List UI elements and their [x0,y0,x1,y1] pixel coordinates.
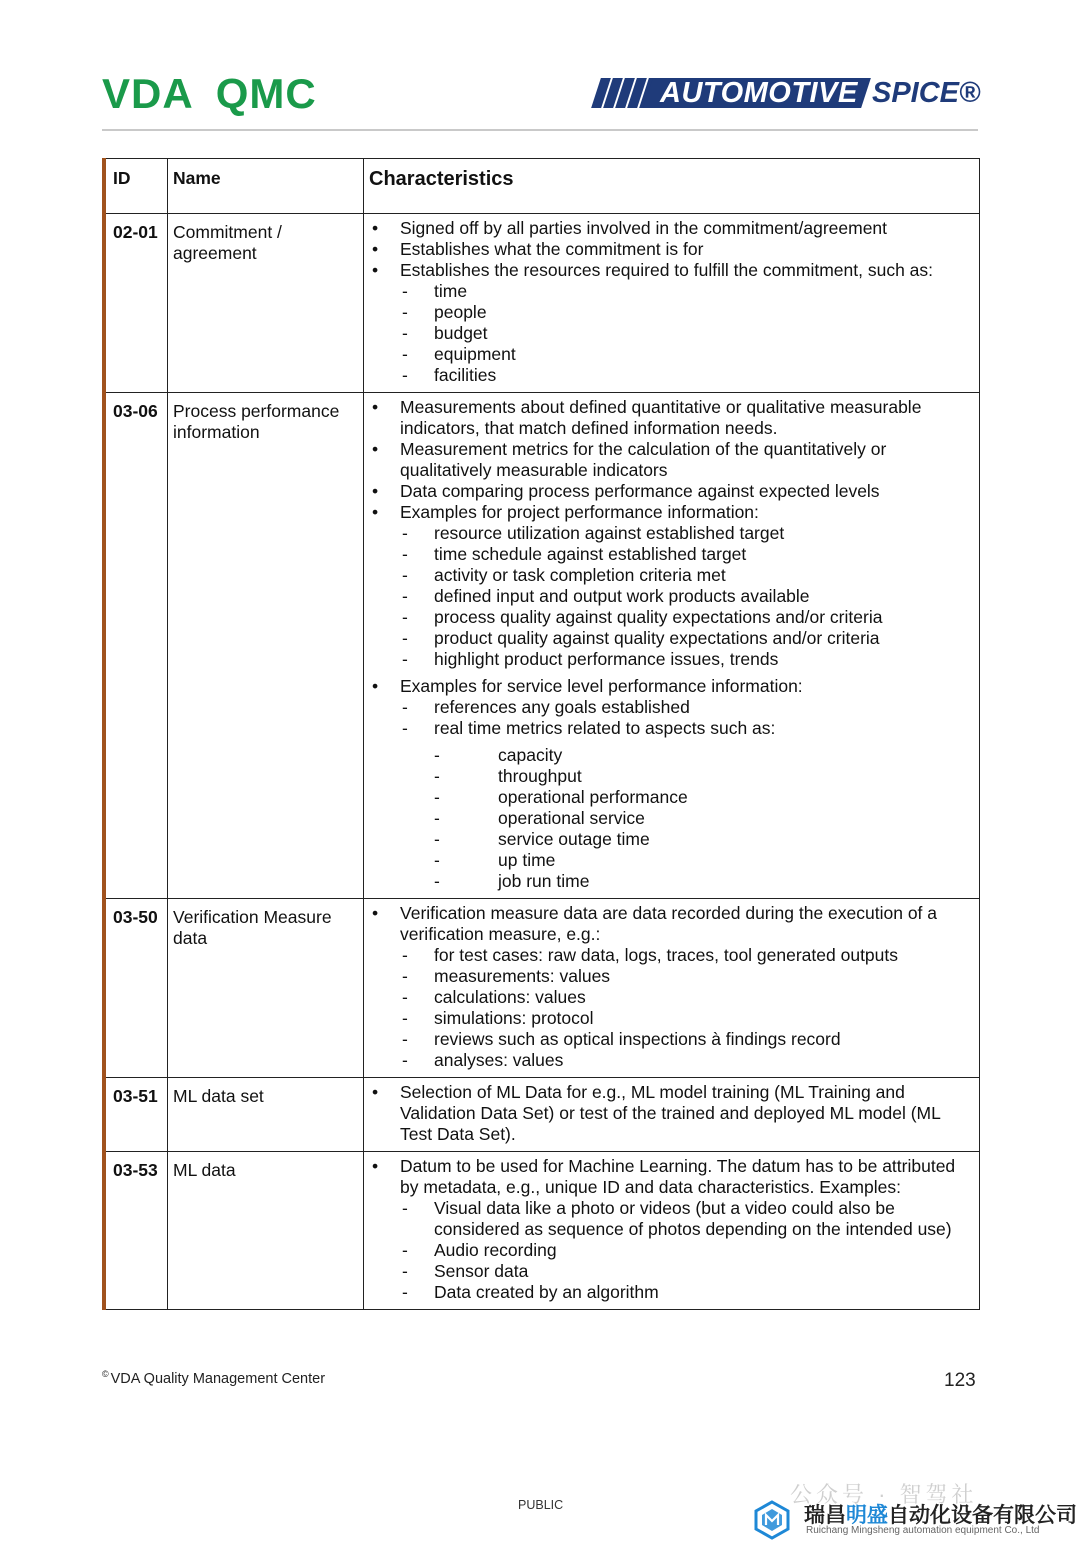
dash-item: - simulations: protocol [400,1008,975,1029]
footer-copyright [102,1369,325,1387]
spice-logo-spice: SPICE® [872,77,981,109]
dash-item: - analyses: values [400,1050,975,1071]
table-row [104,899,980,1078]
row-characteristics [364,1078,980,1152]
bullet-text: Data comparing process performance against expected levels [400,481,880,501]
page-number: 123 [944,1370,976,1391]
nested-dash-item: - capacity [400,745,975,766]
dash-item: - calculations: values [400,987,975,1008]
row-name: ML data set [168,1078,364,1152]
dash-item: - facilities [400,365,975,386]
table-row [104,1152,980,1310]
bullet-text: Signed off by all parties involved in the commitment/agreement [400,218,888,238]
dash-item: - activity or task completion criteria met [400,565,975,586]
dash-item: - Data created by an algorithm [400,1282,975,1303]
row-id: 03-50 [104,899,168,1078]
bullet-item [368,903,975,1071]
bullet-item [368,502,975,670]
nested-dash-item: - throughput [400,766,975,787]
dash-item: - reviews such as optical inspections à findings record [400,1029,975,1050]
bullet-item [368,1156,975,1303]
row-characteristics [364,899,980,1078]
dash-item: - Audio recording [400,1240,975,1261]
bullet-item [368,218,975,239]
dash-item: - for test cases: raw data, logs, traces, tool generated outputs [400,945,975,966]
table-row [104,393,980,899]
nested-dash-item: - operational service [400,808,975,829]
bullet-text: Examples for service level performance information: [400,676,803,696]
dash-item: - highlight product performance issues, trends [400,649,975,670]
dash-item: - product quality against quality expectations and/or criteria [400,628,975,649]
dash-item: - time [400,281,975,302]
bullet-item [368,676,975,892]
nested-dash-item: - up time [400,850,975,871]
nested-dash-item: - operational performance [400,787,975,808]
bullet-text: Establishes the resources required to fulfill the commitment, such as: [400,260,934,280]
dash-item: - Sensor data [400,1261,975,1282]
bullet-item [368,439,975,481]
bullet-item [368,260,975,386]
qmc-logo-text: QMC [215,70,317,117]
dash-item: - Visual data like a photo or videos (but a video could also be considered as sequence of photos depending on the intended use) [400,1198,975,1240]
watermark-company-en: Ruichang Mingsheng automation equipment Co., Ltd [806,1525,1040,1536]
vda-logo-text: VDA [102,70,194,117]
dash-item: - budget [400,323,975,344]
row-id: 03-06 [104,393,168,899]
bullet-item [368,1082,975,1145]
bullet-text: Datum to be used for Machine Learning. The datum has to be attributed by metadata, e.g., unique ID and data characteristics. Examples: [400,1156,956,1197]
row-name: Process performance information [168,393,364,899]
bullet-text: Examples for project performance information: [400,502,759,522]
row-id: 03-51 [104,1078,168,1152]
copyright-symbol: © [102,1369,109,1379]
bullet-text: Verification measure data are data recorded during the execution of a verification measure, e.g.: [400,903,938,944]
row-characteristics [364,393,980,899]
header-divider [102,129,978,131]
dash-item: - defined input and output work products available [400,586,975,607]
dash-item: - equipment [400,344,975,365]
dash-item: - time schedule against established target [400,544,975,565]
row-id: 02-01 [104,214,168,393]
header-characteristics: Characteristics [364,159,980,214]
spice-logo-automotive: AUTOMOTIVE [660,77,858,109]
bullet-item [368,239,975,260]
dash-item: - real time metrics related to aspects such as: [400,718,975,739]
bullet-text: Establishes what the commitment is for [400,239,704,259]
table-header-row [104,159,980,214]
nested-dash-item: - service outage time [400,829,975,850]
dash-item: - measurements: values [400,966,975,987]
dash-item: - resource utilization against established target [400,523,975,544]
row-name: Verification Measure data [168,899,364,1078]
watermark-company-name: 瑞昌明盛自动化设备有限公司 [804,1504,1077,1527]
watermark-faint-text: 公众号 · 智驾社 [790,1482,978,1507]
row-name: ML data [168,1152,364,1310]
bullet-text: Measurements about defined quantitative or qualitative measurable indicators, that match defined information needs. [400,397,922,438]
row-characteristics [364,1152,980,1310]
bullet-item [368,397,975,439]
classification-label: PUBLIC [518,1498,564,1512]
dash-item: - references any goals established [400,697,975,718]
bullet-item [368,481,975,502]
automotive-spice-logo [596,76,981,110]
bullet-text: Selection of ML Data for e.g., ML model training (ML Training and Validation Data Set) or test of the trained and deployed ML model (ML Test Data Set). [400,1082,941,1144]
header-id: ID [104,159,168,214]
row-name: Commitment / agreement [168,214,364,393]
footer-org: VDA Quality Management Center [110,1370,326,1387]
bullet-text: Measurement metrics for the calculation of the quantitatively or qualitatively measurable indicators [400,439,887,480]
company-logo-icon [752,1500,792,1540]
dash-item: - people [400,302,975,323]
dash-item: - process quality against quality expectations and/or criteria [400,607,975,628]
row-id: 03-53 [104,1152,168,1310]
nested-dash-item: - job run time [400,871,975,892]
table-row [104,1078,980,1152]
work-product-table [102,158,980,1310]
table-row [104,214,980,393]
vda-qmc-logo [102,70,317,118]
header-name: Name [168,159,364,214]
row-characteristics [364,214,980,393]
